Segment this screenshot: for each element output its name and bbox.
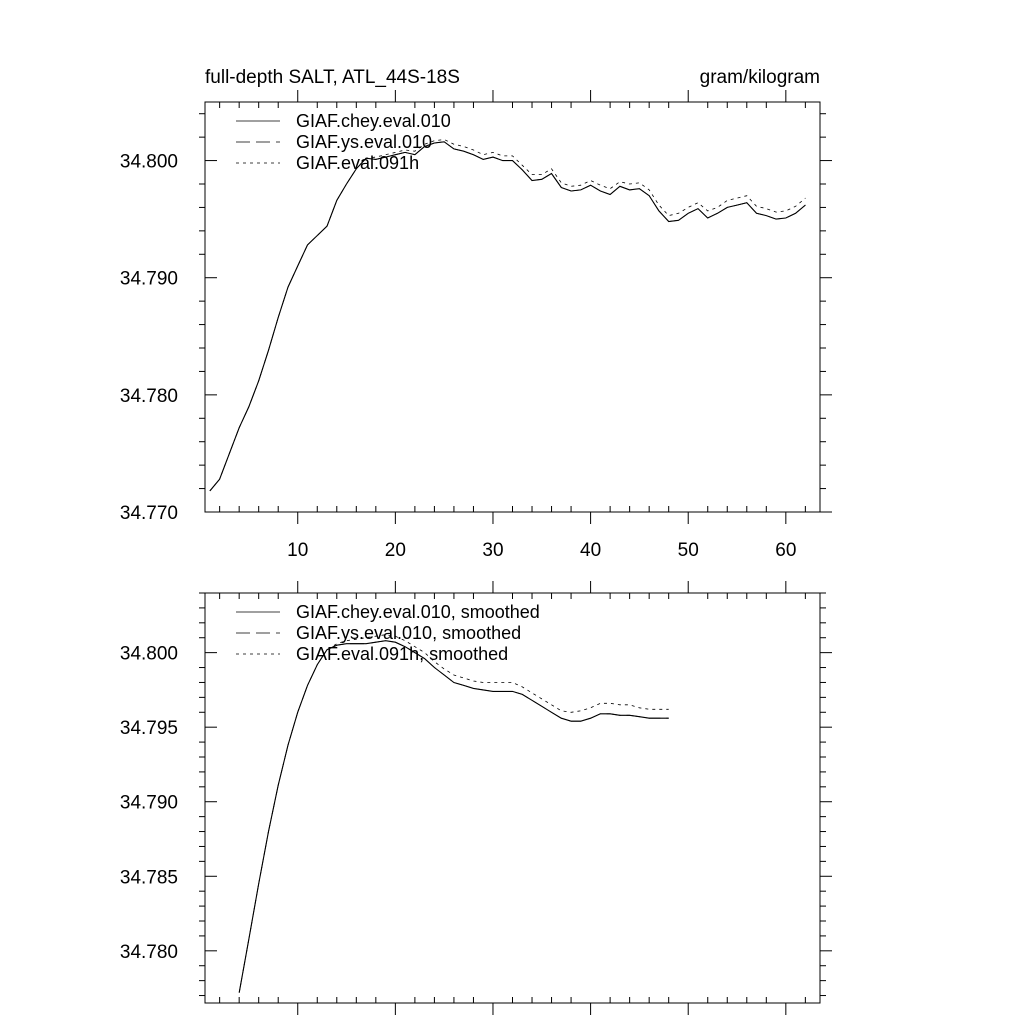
legend-label: GIAF.ys.eval.010 [296, 132, 433, 152]
legend-label: GIAF.ys.eval.010, smoothed [296, 623, 522, 643]
legend-label: GIAF.eval.091h [296, 153, 420, 173]
x-tick-label: 10 [287, 540, 309, 561]
series-line-1 [210, 142, 806, 491]
y-tick-label: 34.790 [119, 792, 178, 814]
units-label: gram/kilogram [699, 67, 820, 88]
chart-title: full-depth SALT, ATL_44S-18S [205, 67, 460, 88]
y-tick-label: 34.785 [119, 867, 178, 889]
bottom-panel [120, 581, 832, 1015]
y-tick-label: 34.800 [119, 151, 178, 173]
y-tick-label: 34.800 [119, 643, 178, 665]
x-tick-label: 60 [775, 540, 797, 561]
y-tick-label: 34.780 [119, 385, 178, 407]
series-line-2 [239, 641, 669, 993]
y-tick-label: 34.795 [119, 718, 178, 740]
legend-label: GIAF.chey.eval.010 [296, 111, 451, 131]
legend-label: GIAF.eval.091h, smoothed [296, 644, 509, 664]
series-line-2 [210, 142, 806, 491]
top-panel [120, 90, 832, 561]
y-tick-label: 34.780 [119, 941, 178, 963]
x-tick-label: 30 [482, 540, 504, 561]
series-line-3 [210, 140, 806, 491]
x-tick-label: 40 [580, 540, 602, 561]
y-tick-label: 34.790 [119, 268, 178, 290]
legend-label: GIAF.chey.eval.010, smoothed [296, 602, 540, 622]
x-tick-label: 50 [677, 540, 699, 561]
series-line-3 [239, 635, 669, 993]
y-tick-label: 34.770 [119, 503, 178, 524]
x-tick-label: 20 [384, 540, 406, 561]
series-line-1 [239, 641, 669, 993]
